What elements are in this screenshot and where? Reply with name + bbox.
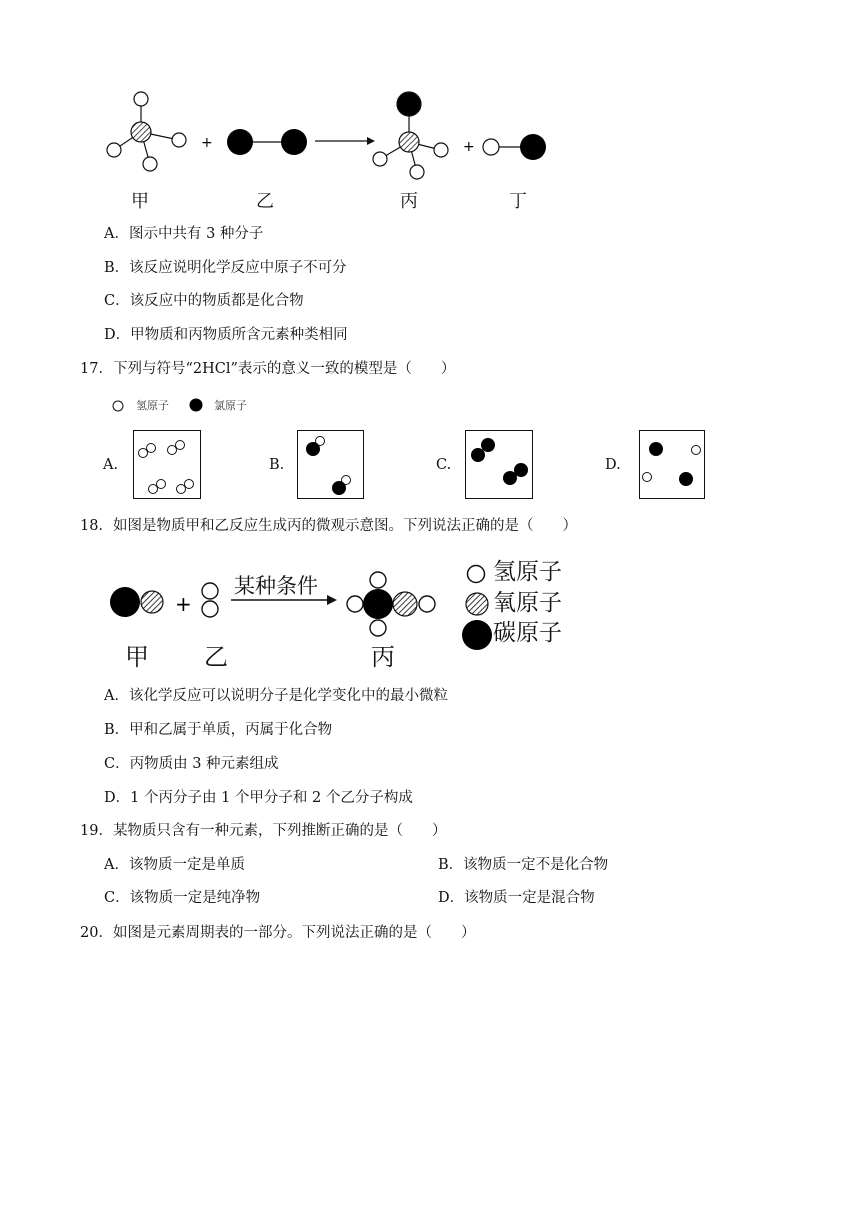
- q17-option-b-letter: B.: [269, 457, 285, 473]
- q19-option-a: A．该物质一定是单质: [104, 857, 245, 873]
- q18-stem: 18．如图是物质甲和乙反应生成丙的微观示意图。下列说法正确的是（ ）: [80, 518, 577, 534]
- q18-legend-oxygen-icon: [465, 592, 489, 616]
- q18-legend-carbon-icon: [461, 619, 493, 651]
- q19-stem: 19．某物质只含有一种元素，下列推断正确的是（ ）: [80, 823, 447, 839]
- q16-molecule-ding: [483, 134, 546, 160]
- q19-option-b: B．该物质一定不是化合物: [438, 857, 609, 873]
- q16-label-yi: 乙: [256, 191, 274, 212]
- q18-legend-hydrogen: 氢原子: [493, 559, 562, 585]
- svg-text:+: +: [463, 139, 475, 155]
- q16-molecule-bing: [373, 92, 448, 179]
- q17-model-a: [133, 430, 201, 499]
- q17-legend-hydrogen: 氢原子: [136, 399, 169, 412]
- svg-text:+: +: [175, 592, 192, 616]
- svg-text:+: +: [201, 135, 213, 151]
- q18-option-d: D．1 个丙分子由 1 个甲分子和 2 个乙分子构成: [104, 790, 413, 806]
- q17-model-b: [297, 430, 364, 499]
- q16-label-ding: 丁: [509, 191, 527, 212]
- q16-label-jia: 甲: [131, 191, 149, 212]
- q17-stem: 17．下列与符号“2HCl”表示的意义一致的模型是（ ）: [80, 361, 456, 377]
- q17-legend-chlorine-icon: [189, 398, 203, 412]
- q18-label-yi: 乙: [204, 643, 228, 671]
- q17-option-d-letter: D.: [605, 457, 621, 473]
- q18-label-bing: 丙: [371, 643, 395, 671]
- q17-model-c: [465, 430, 533, 499]
- q17-legend-chlorine: 氯原子: [214, 399, 247, 412]
- q18-condition-label: 某种条件: [234, 574, 318, 598]
- q17-option-a-letter: A.: [103, 457, 119, 473]
- q18-legend-oxygen: 氧原子: [493, 590, 562, 616]
- q18-option-b: B．甲和乙属于单质，丙属于化合物: [104, 722, 333, 738]
- q17-option-c-letter: C.: [436, 457, 452, 473]
- q16-option-b: B．该反应说明化学反应中原子不可分: [104, 260, 347, 276]
- q16-label-bing: 丙: [400, 191, 418, 212]
- q20-stem: 20．如图是元素周期表的一部分。下列说法正确的是（ ）: [80, 925, 476, 941]
- q16-molecule-yi: [227, 129, 307, 155]
- q16-option-c: C．该反应中的物质都是化合物: [104, 293, 304, 309]
- q16-reaction-arrow: [315, 137, 375, 145]
- q18-molecule-jia: [110, 587, 163, 617]
- q17-model-d: [639, 430, 705, 499]
- q16-option-a: A．图示中共有 3 种分子: [104, 226, 264, 242]
- q19-option-c: C．该物质一定是纯净物: [104, 890, 261, 906]
- q17-legend-hydrogen-icon: [112, 400, 124, 412]
- q19-option-d: D．该物质一定是混合物: [438, 890, 595, 906]
- q16-reaction-diagram: [95, 85, 565, 190]
- q18-option-c: C．丙物质由 3 种元素组成: [104, 756, 279, 772]
- q18-legend-carbon: 碳原子: [493, 620, 562, 646]
- q16-molecule-jia: [107, 92, 186, 171]
- q18-label-jia: 甲: [125, 643, 149, 671]
- q18-legend-hydrogen-icon: [466, 564, 486, 584]
- q18-option-a: A．该化学反应可以说明分子是化学变化中的最小微粒: [104, 688, 448, 704]
- q18-molecule-yi: [202, 583, 218, 617]
- q16-option-d: D．甲物质和丙物质所含元素种类相同: [104, 327, 348, 343]
- q18-molecule-bing: [347, 572, 435, 636]
